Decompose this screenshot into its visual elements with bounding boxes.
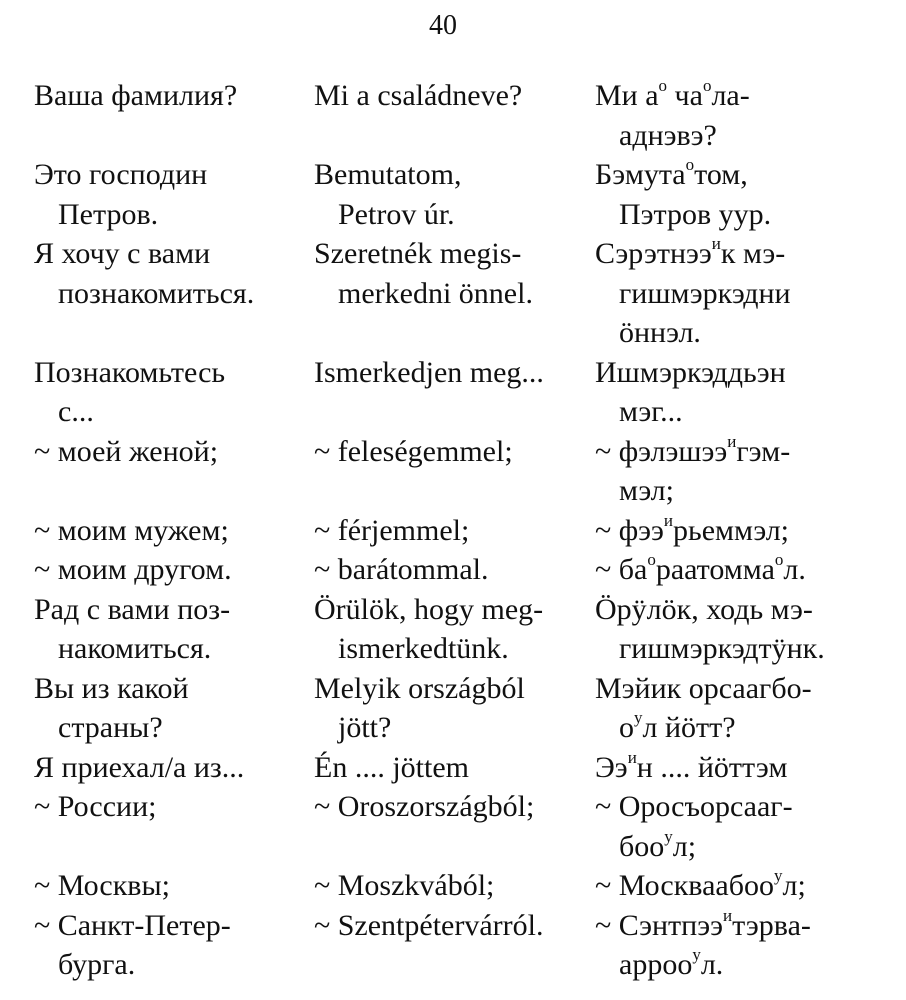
hu-line bbox=[314, 471, 586, 511]
tr-line: öннэл. bbox=[619, 316, 701, 349]
transcription-column bbox=[595, 76, 895, 985]
ru-line: Я хочу с вами bbox=[34, 237, 211, 270]
ru-line: Петров. bbox=[58, 197, 159, 231]
hu-line: Én .... jöttem bbox=[314, 750, 469, 784]
ru-line: ~ моим другом. bbox=[34, 553, 232, 586]
ru-line: накомиться. bbox=[58, 632, 212, 665]
tr-line: аднэвэ? bbox=[619, 118, 717, 152]
ru-line: Ваша фамилия? bbox=[34, 79, 238, 112]
tr-line: ~ $ба^ораатомма^ол$. bbox=[595, 550, 806, 586]
hu-line: Örülök, hogy meg- bbox=[314, 592, 544, 626]
ru-line: Рад с вами поз- bbox=[34, 592, 231, 626]
tr-line: Бэмута$^о$том, bbox=[595, 155, 748, 191]
ru-line: ~ Санкт-Петер- bbox=[34, 908, 231, 942]
ru-line: Вы из какой bbox=[34, 671, 189, 705]
ru-line: ~ Москвы; bbox=[34, 869, 170, 902]
ru-line: страны? bbox=[58, 711, 163, 744]
ru-line: ~ России; bbox=[34, 790, 157, 823]
hu-line: ~ barátommal. bbox=[314, 553, 489, 586]
ru-line bbox=[34, 827, 304, 867]
hu-line: ~ Oroszországból; bbox=[314, 790, 535, 823]
tr-line: Сэрэтнээ$^и$к мэ- bbox=[595, 234, 786, 270]
ru-line bbox=[34, 313, 304, 353]
tr-line: Ишмэркэддьэн bbox=[595, 355, 786, 389]
tr-line: арроо$^у$л. bbox=[619, 945, 724, 981]
hu-line: Melyik országból bbox=[314, 671, 525, 705]
ru-line: бурга. bbox=[58, 948, 136, 981]
hu-line bbox=[314, 392, 586, 432]
ru-line: с... bbox=[58, 395, 94, 428]
hu-line bbox=[314, 116, 586, 156]
hu-line: Bemutatom, bbox=[314, 158, 462, 191]
hu-line: Szeretnék megis- bbox=[314, 237, 522, 270]
ru-line: ~ моей женой; bbox=[34, 434, 219, 468]
ru-line: ~ моим мужем; bbox=[34, 513, 229, 547]
tr-line: $Ээ^ин$ .... йöттэм bbox=[595, 747, 788, 784]
tr-line: ~ фээ$^и$рьеммэл; bbox=[595, 510, 790, 547]
tr-line: $о^ул$ йöтт? bbox=[619, 708, 736, 744]
ru-line: Я приехал/а из... bbox=[34, 750, 245, 784]
hu-line: Mi a családneve? bbox=[314, 79, 523, 112]
tr-line: гишмэркэдни bbox=[619, 276, 791, 310]
tr-line: Мэйик орсаагбо- bbox=[595, 671, 812, 705]
tr-line: Ми $а^о$ $ча^ола-$ bbox=[595, 76, 750, 112]
hu-line: ismerkedtünk. bbox=[338, 632, 509, 665]
ru-line bbox=[34, 471, 304, 511]
hu-line: jött? bbox=[338, 711, 392, 744]
tr-line: ~ фэлэшээ$^и$гэм- bbox=[595, 431, 791, 468]
ru-line: Познакомьтесь bbox=[34, 355, 226, 389]
hu-line: merkedni önnel. bbox=[338, 276, 533, 310]
hu-line bbox=[314, 945, 586, 985]
tr-line: Öрÿлöк, ходь мэ- bbox=[595, 592, 813, 626]
tr-line: гишмэркэдтÿнк. bbox=[619, 632, 825, 665]
hu-line bbox=[314, 313, 586, 353]
hu-line: Ismerkedjen meg... bbox=[314, 355, 544, 389]
page-number: 40 bbox=[429, 10, 457, 41]
ru-line bbox=[34, 116, 304, 156]
hu-line: ~ feleségemmel; bbox=[314, 434, 513, 468]
tr-line: мэл; bbox=[619, 474, 674, 507]
ru-line: Это господин bbox=[34, 158, 208, 191]
russian-column bbox=[34, 76, 304, 985]
hungarian-column bbox=[314, 76, 586, 985]
tr-line: Пэтров уур. bbox=[619, 197, 772, 231]
tr-line: мэг... bbox=[619, 395, 683, 428]
tr-line: боо$^у$л; bbox=[619, 826, 697, 863]
hu-line: ~ Szentpétervárról. bbox=[314, 908, 544, 942]
hu-line: ~ férjemmel; bbox=[314, 513, 470, 547]
hu-line: Petrov úr. bbox=[338, 197, 455, 231]
tr-line: ~ Сэнтпээ$^и$тэрва- bbox=[595, 905, 811, 942]
hu-line bbox=[314, 827, 586, 867]
ru-line: познакомиться. bbox=[58, 276, 255, 310]
tr-line: ~ Москваабоо$^у$л; bbox=[595, 866, 806, 902]
tr-line: ~ Оросъорсааг- bbox=[595, 790, 793, 823]
hu-line: ~ Moszkvából; bbox=[314, 869, 495, 902]
